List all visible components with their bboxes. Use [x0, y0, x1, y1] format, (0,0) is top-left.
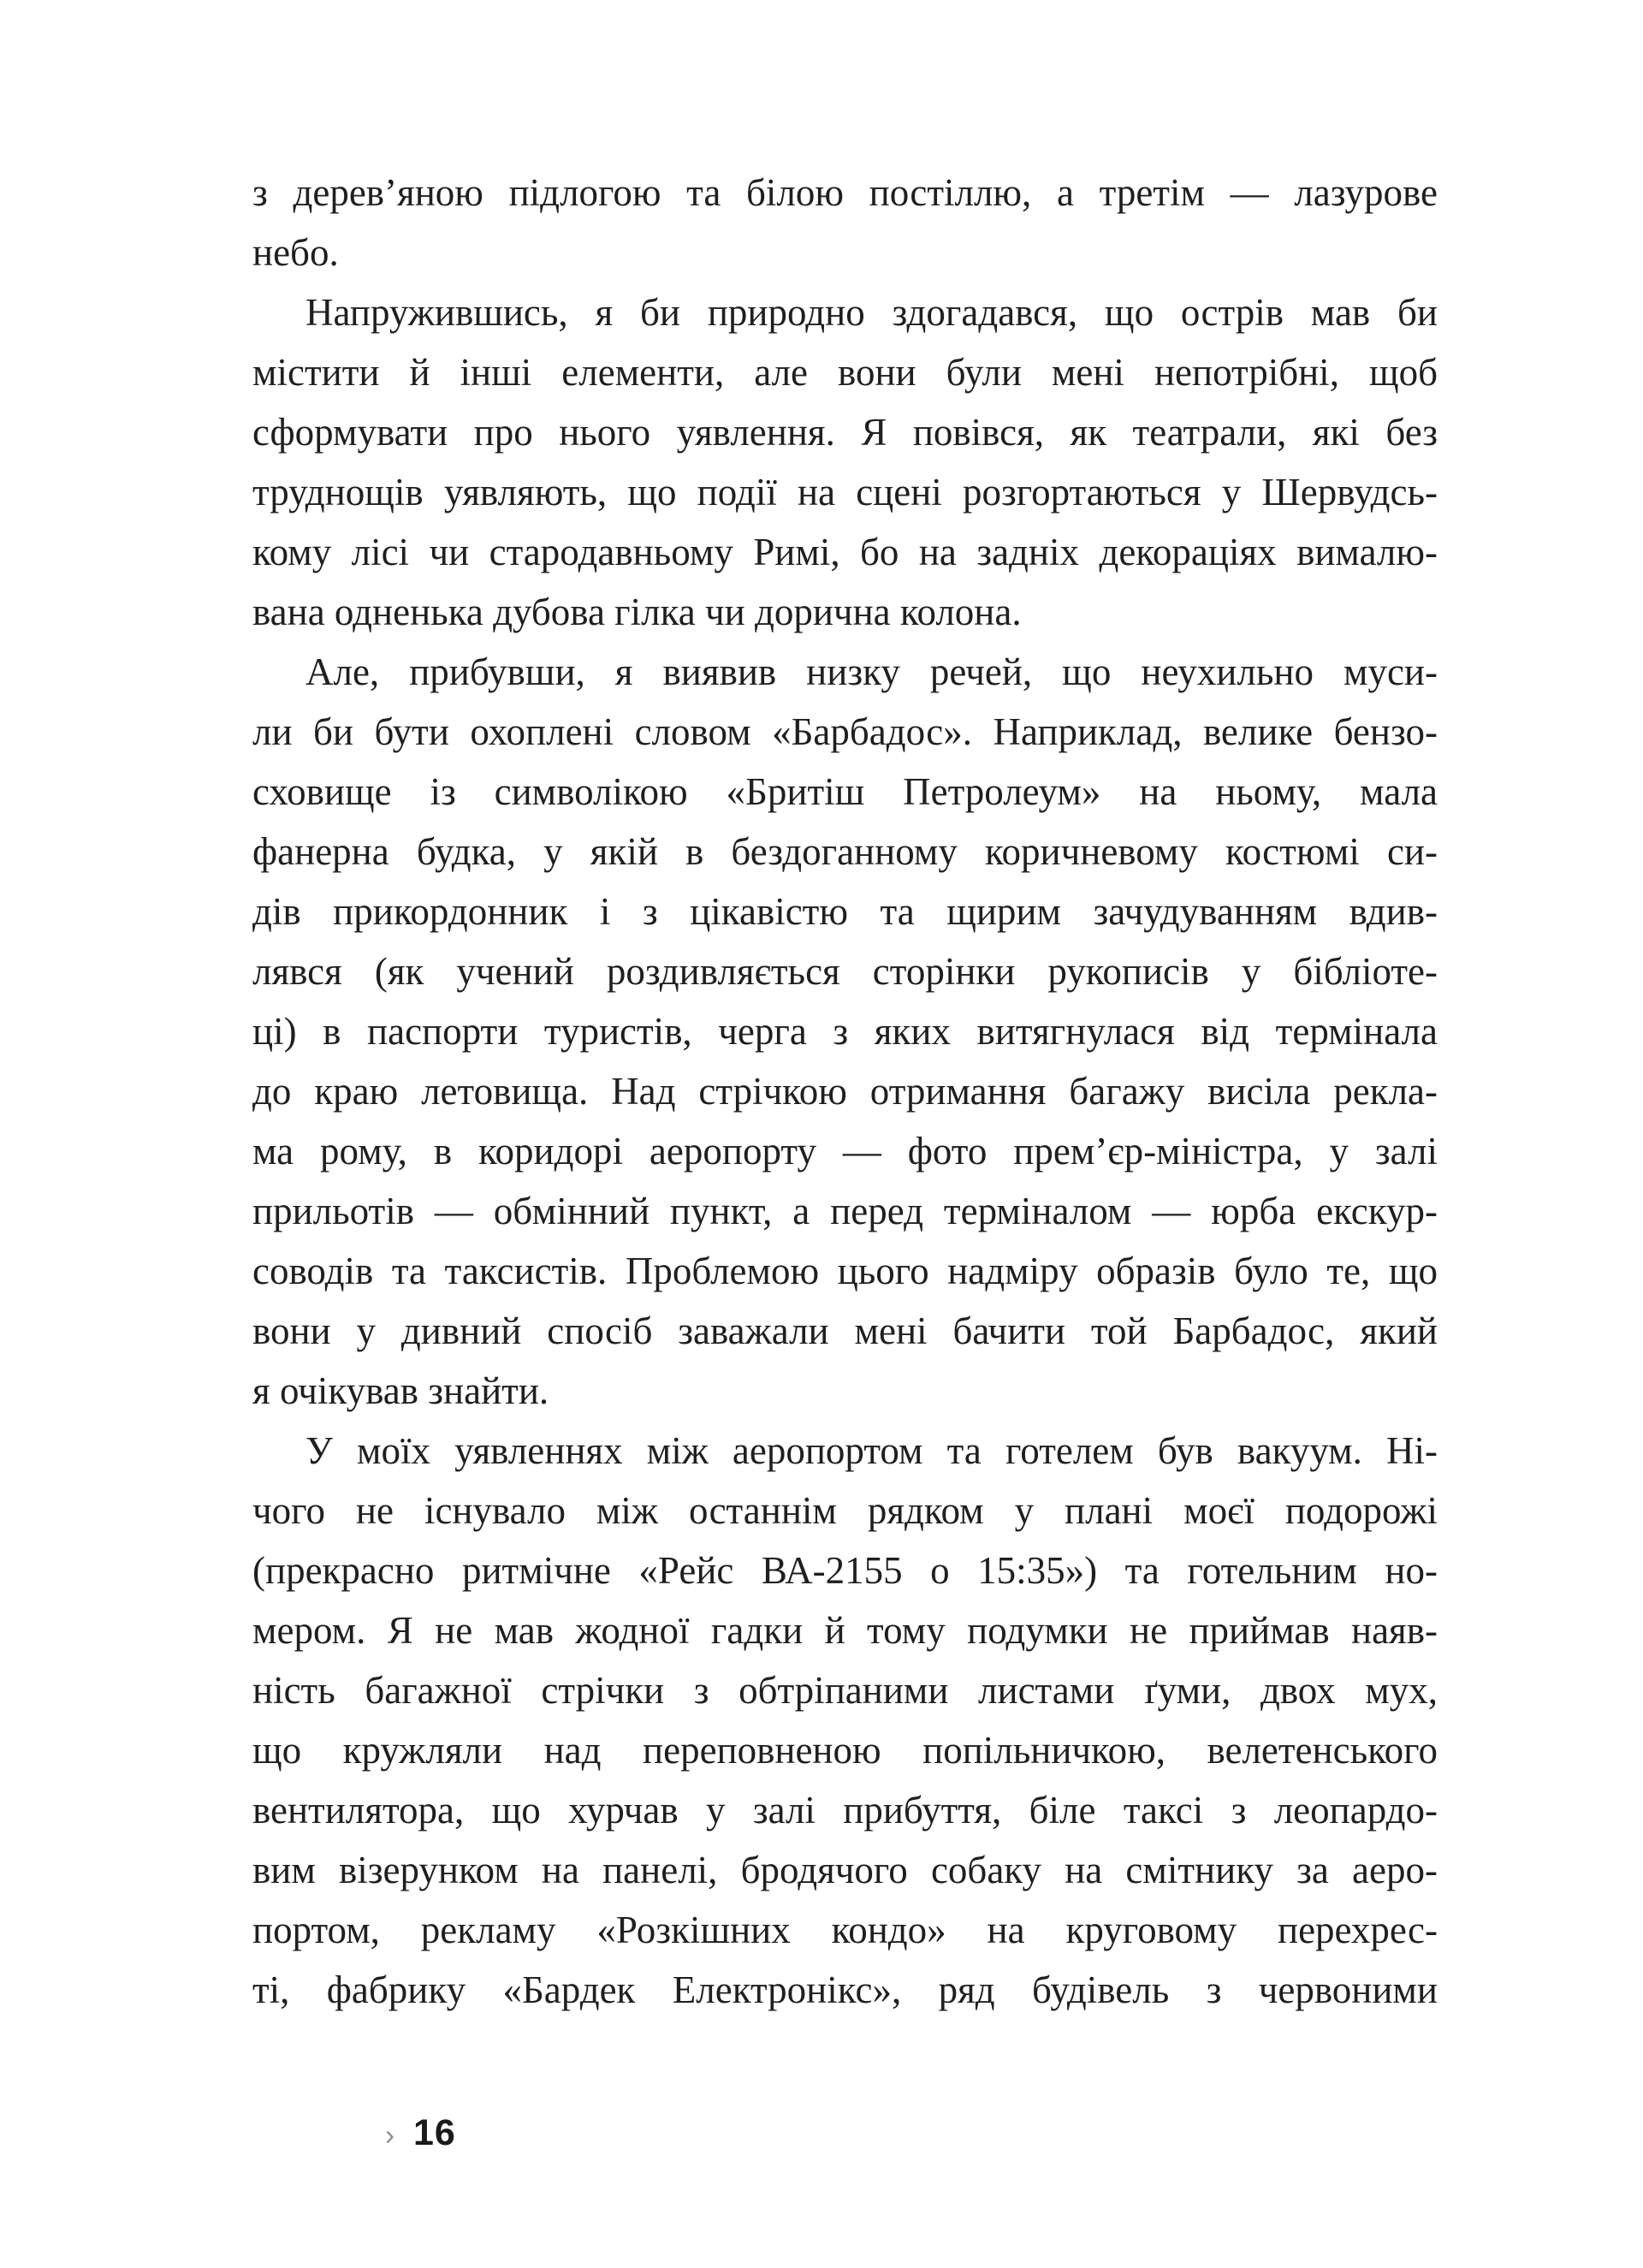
text-line: Але, прибувши, я виявив низку речей, що неухильно муси-	[305, 650, 1438, 693]
text-line: містити й інші елементи, але вони були мені непотрібні, щоб	[252, 351, 1438, 394]
text-line: вана одненька дубова гілка чи дорична колона.	[252, 591, 1022, 633]
text-line: вони у дивний спосіб заважали мені бачити той Барбадос, який	[252, 1309, 1438, 1352]
text-line: портом, рекламу «Розкішних кондо» на круговому перехрес-	[252, 1909, 1438, 1951]
text-line: вентилятора, що хурчав у залі прибуття, біле таксі з леопардо-	[252, 1789, 1438, 1832]
text-line: дів прикордонник і з цікавістю та щирим зачудуванням вдив-	[252, 890, 1438, 933]
text-line: прильотів — обмінний пункт, а перед терміналом — юрба екскур-	[252, 1190, 1438, 1232]
text-line: ці) в паспорти туристів, черга з яких витягнулася від термінала	[252, 1010, 1438, 1053]
text-line: чого не існувало між останнім рядком у плані моєї подорожі	[252, 1489, 1438, 1532]
text-line: У моїх уявленнях між аеропортом та готелем був вакуум. Ні-	[305, 1429, 1438, 1472]
text-line: соводів та таксистів. Проблемою цього надміру образів було те, що	[252, 1250, 1438, 1292]
text-line: до краю летовища. Над стрічкою отримання багажу висіла рекла-	[252, 1070, 1438, 1113]
text-line: вим візерунком на панелі, бродячого собаку на смітнику за аеро-	[252, 1849, 1438, 1891]
text-line: сховище із символікою «Бритіш Петролеум» на ньому, мала	[252, 770, 1438, 813]
text-line: з дерев’яною підлогою та білою постіллю, а третім — лазурове	[252, 171, 1438, 214]
text-line: що кружляли над переповненою попільничкою, велетенського	[252, 1729, 1438, 1772]
page-text	[252, 163, 1438, 2020]
text-line: я очікував знайти.	[252, 1369, 549, 1412]
text-line: (прекрасно ритмічне «Рейс ВА-2155 о 15:35») та готельним но-	[252, 1549, 1438, 1592]
text-line: сформувати про нього уявлення. Я повівся, як театрали, які без	[252, 411, 1438, 454]
text-line: ті, фабрику «Бардек Електронікс», ряд будівель з червоними	[252, 1968, 1438, 2011]
text-line: ли би бути охоплені словом «Барбадос». Наприклад, велике бензо-	[252, 710, 1438, 753]
text-line: фанерна будка, у якій в бездоганному коричневому костюмі си-	[252, 830, 1438, 873]
text-line: труднощів уявляють, що події на сцені розгортаються у Шервудсь-	[252, 471, 1438, 514]
text-line: Напружившись, я би природно здогадався, що острів мав би	[305, 291, 1438, 334]
text-line: лявся (як учений роздивляється сторінки рукописів у бібліоте-	[252, 950, 1438, 993]
footer-chevron-icon: ›	[385, 2119, 394, 2151]
text-line: кому лісі чи стародавньому Римі, бо на задніх декораціях вималю-	[252, 531, 1438, 573]
text-line: ма рому, в коридорі аеропорту — фото прем’єр-міністра, у залі	[252, 1130, 1438, 1173]
text-line: небо.	[252, 231, 339, 274]
text-line: мером. Я не мав жодної гадки й тому подумки не приймав наяв-	[252, 1609, 1438, 1652]
page-footer	[385, 2112, 456, 2156]
text-line: ність багажної стрічки з обтріпаними листами ґуми, двох мух,	[252, 1669, 1438, 1712]
page-number: 16	[413, 2112, 456, 2153]
